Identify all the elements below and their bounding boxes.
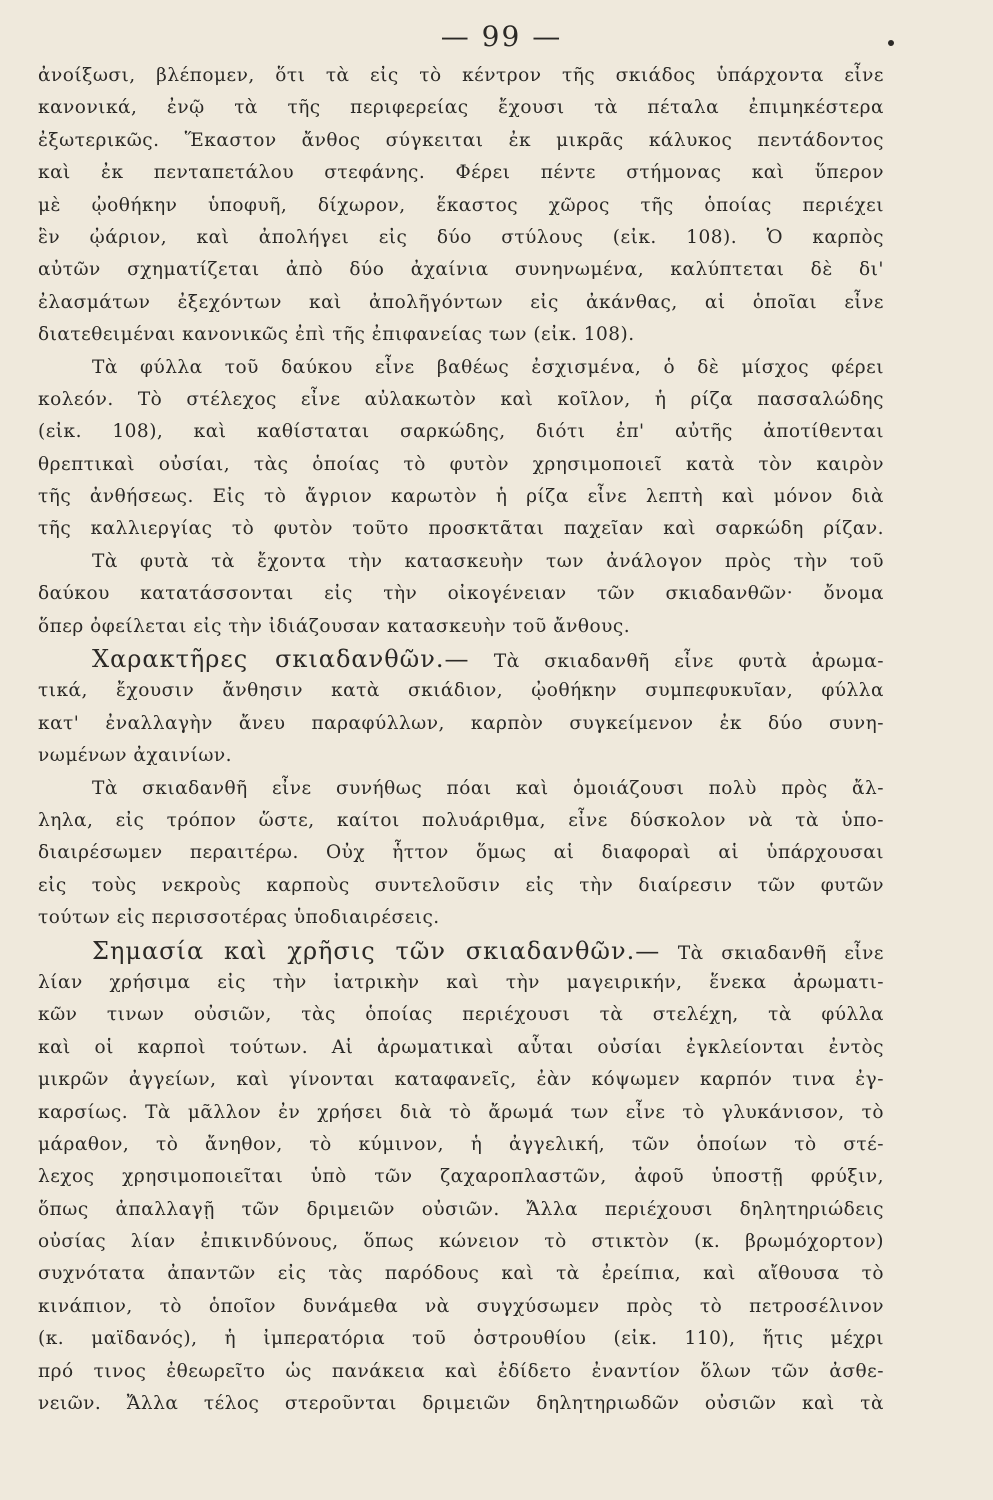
text-line: οὐσίας λίαν ἐπικινδύνους, ὅπως κώνειον τὸ στικτὸν (κ. βρωμόχορτον) [38, 1231, 884, 1253]
body-text [38, 60, 884, 1420]
text-line: τῆς καλλιεργίας τὸ φυτὸν τοῦτο προσκτᾶται παχεῖαν καὶ σαρκώδη ρίζαν. [38, 518, 884, 540]
text-line: διαιρέσωμεν περαιτέρω. Οὐχ ἧττον ὅμως αἱ διαφοραὶ αἱ ὑπάρχουσαι [38, 842, 884, 864]
text-line: καὶ ἐκ πενταπετάλου στεφάνης. Φέρει πέντε στήμονας καὶ ὕπερον [38, 162, 884, 184]
text-line: κολεόν. Τὸ στέλεχος εἶνε αὐλακωτὸν καὶ κοῖλον, ἡ ρίζα πασσαλώδης [38, 388, 884, 410]
section-heading-line [38, 935, 884, 967]
text-line: καὶ οἱ καρποὶ τούτων. Αἱ ἀρωματικαὶ αὗται οὐσίαι ἐγκλείονται ἐντὸς [38, 1036, 884, 1058]
text-line: πρό τινος ἐθεωρεῖτο ὡς πανάκεια καὶ ἐδίδετο ἐναντίον ὅλων τῶν ἀσθε- [38, 1360, 884, 1382]
section-heading: Σημασία καὶ χρῆσις τῶν σκιαδανθῶν.— [92, 936, 661, 965]
text-line: ἐξωτερικῶς. Ἕκαστον ἄνθος σύγκειται ἐκ μικρᾶς κάλυκος πεντάδοντος [38, 129, 884, 151]
text-line: αὐτῶν σχηματίζεται ἀπὸ δύο ἀχαίνια συνηνωμένα, καλύπτεται δὲ δι' [38, 259, 884, 281]
text-line: ἓν ᾠάριον, καὶ ἀπολήγει εἰς δύο στύλους (εἰκ. 108). Ὁ καρπὸς [38, 226, 884, 248]
text-line: ἀνοίξωσι, βλέπομεν, ὅτι τὰ εἰς τὸ κέντρον τῆς σκιάδος ὑπάρχοντα εἶνε [38, 65, 884, 86]
text-line: λεχος χρησιμοποιεῖται ὑπὸ τῶν ζαχαροπλαστῶν, ἀφοῦ ὑποστῇ φρύξιν, [38, 1166, 884, 1188]
text-line: κῶν τινων οὐσιῶν, τὰς ὁποίας περιέχουσι τὰ στελέχη, τὰ φύλλα [38, 1004, 884, 1026]
text-line: κατ' ἐναλλαγὴν ἄνευ παραφύλλων, καρπὸν συγκείμενον ἐκ δύο συνη- [38, 712, 884, 734]
text-line: (κ. μαϊδανός), ἡ ἰμπερατόρια τοῦ ὀστρουθίου (εἰκ. 110), ἥτις μέχρι [38, 1328, 884, 1350]
text-line: ὅπερ ὀφείλεται εἰς τὴν ἰδιάζουσαν κατασκευὴν τοῦ ἄνθους. [38, 615, 631, 637]
section-heading: Χαρακτῆρες σκιαδανθῶν.— [92, 645, 470, 674]
text-line: (εἰκ. 108), καὶ καθίσταται σαρκώδης, διότι ἐπ' αὐτῆς ἀποτίθενται [38, 421, 884, 443]
text-line: μὲ ᾠοθήκην ὑποφυῆ, δίχωρον, ἕκαστος χῶρος τῆς ὁποίας περιέχει [38, 194, 884, 216]
section-heading-line [38, 643, 884, 675]
text-line: καρσίως. Τὰ μᾶλλον ἐν χρήσει διὰ τὸ ἄρωμά των εἶνε τὸ γλυκάνισον, τὸ [38, 1101, 884, 1123]
text-line: μάραθον, τὸ ἄνηθον, τὸ κύμινον, ἡ ἀγγελική, τῶν ὁποίων τὸ στέ- [38, 1133, 884, 1155]
ink-dot-mark [888, 40, 894, 46]
text-line: τῆς ἀνθήσεως. Εἰς τὸ ἄγριον καρωτὸν ἡ ρίζα εἶνε λεπτὴ καὶ μόνον διὰ [38, 486, 884, 508]
text-line: ληλα, εἰς τρόπον ὥστε, καίτοι πολυάριθμα, εἶνε δύσκολον νὰ τὰ ὑπο- [38, 809, 884, 831]
text-line: κινάπιον, τὸ ὁποῖον δυνάμεθα νὰ συγχύσωμεν πρὸς τὸ πετροσέλινον [38, 1295, 884, 1317]
text-line: κανονικά, ἐνῷ τὰ τῆς περιφερείας ἔχουσι τὰ πέταλα ἐπιμηκέστερα [38, 97, 884, 119]
text-line: Τὰ σκιαδανθῆ εἶνε συνήθως πόαι καὶ ὁμοιάζουσι πολὺ πρὸς ἄλ- [92, 777, 884, 799]
text-line: λίαν χρήσιμα εἰς τὴν ἰατρικὴν καὶ τὴν μαγειρικήν, ἕνεκα ἀρωματι- [38, 971, 884, 993]
heading-line-text: Τὰ σκιαδανθῆ εἶνε [677, 942, 884, 964]
page-number: — 99 — [440, 20, 563, 53]
text-line: ὅπως ἀπαλλαγῇ τῶν δριμειῶν οὐσιῶν. Ἄλλα περιέχουσι δηλητηριώδεις [38, 1198, 884, 1220]
text-line: τούτων εἰς περισσοτέρας ὑποδιαιρέσεις. [38, 907, 440, 929]
text-line: νωμένων ἀχαινίων. [38, 745, 233, 767]
text-line: Τὰ φύλλα τοῦ δαύκου εἶνε βαθέως ἐσχισμένα, ὁ δὲ μίσχος φέρει [92, 356, 884, 378]
text-line: εἰς τοὺς νεκροὺς καρποὺς συντελοῦσιν εἰς τὴν διαίρεσιν τῶν φυτῶν [38, 874, 884, 896]
text-line: τικά, ἔχουσιν ἄνθησιν κατὰ σκιάδιον, ᾠοθήκην συμπεφυκυῖαν, φύλλα [38, 680, 884, 702]
text-line: θρεπτικαὶ οὐσίαι, τὰς ὁποίας τὸ φυτὸν χρησιμοποιεῖ κατὰ τὸν καιρὸν [38, 453, 884, 475]
text-line: Τὰ φυτὰ τὰ ἔχοντα τὴν κατασκευὴν των ἀνάλογον πρὸς τὴν τοῦ [92, 550, 884, 572]
text-line: συχνότατα ἀπαντῶν εἰς τὰς παρόδους καὶ τὰ ἐρείπια, καὶ αἴθουσα τὸ [38, 1263, 884, 1285]
text-line: μικρῶν ἀγγείων, καὶ γίνονται καταφανεῖς, ἐὰν κόψωμεν καρπόν τινα ἐγ- [38, 1069, 884, 1091]
text-line: διατεθειμέναι κανονικῶς ἐπὶ τῆς ἐπιφανείας των (εἰκ. 108). [38, 324, 635, 346]
text-line: ἐλασμάτων ἐξεχόντων καὶ ἀπολῆγόντων εἰς ἀκάνθας, αἱ ὁποῖαι εἶνε [38, 291, 884, 313]
text-line: νειῶν. Ἄλλα τέλος στεροῦνται δριμειῶν δηλητηριωδῶν οὐσιῶν καὶ τὰ [38, 1393, 884, 1415]
text-line: δαύκου κατατάσσονται εἰς τὴν οἰκογένειαν τῶν σκιαδανθῶν· ὄνομα [38, 583, 884, 605]
heading-line-text: Τὰ σκιαδανθῆ εἶνε φυτὰ ἀρωμα- [493, 651, 884, 673]
